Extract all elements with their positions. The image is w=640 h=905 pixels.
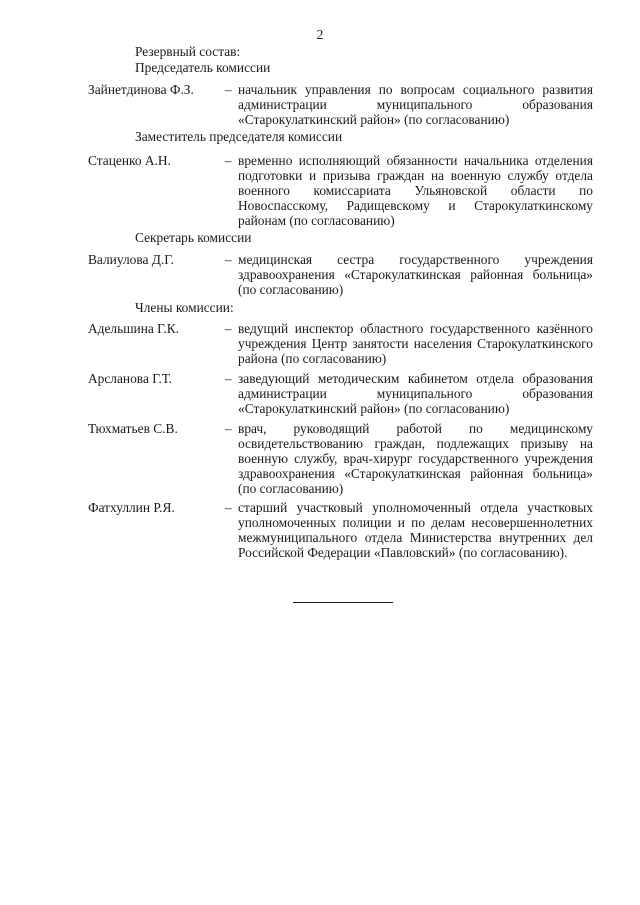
- member-name: Валиулова Д.Г.: [88, 252, 174, 267]
- member-dash: –: [225, 371, 232, 386]
- member-name: Арсланова Г.Т.: [88, 371, 172, 386]
- heading-deputy: Заместитель председателя комиссии: [135, 129, 343, 144]
- member-dash: –: [225, 421, 232, 436]
- member-description: начальник управления по вопросам социального развития администрации муниципального образования «Старокулаткинский район» (по согласованию): [238, 82, 593, 127]
- member-description: медицинская сестра государственного учреждения здравоохранения «Старокулаткинская районная больница» (по согласованию): [238, 252, 593, 297]
- member-dash: –: [225, 252, 232, 267]
- member-entry: [88, 421, 593, 496]
- member-name: Зайнетдинова Ф.З.: [88, 82, 194, 97]
- heading-members: Члены комиссии:: [135, 300, 234, 315]
- member-description: ведущий инспектор областного государственного казённого учреждения Центр занятости населения Старокулаткинского района (по согласованию): [238, 321, 593, 366]
- member-entry: [88, 252, 593, 297]
- member-dash: –: [225, 82, 232, 97]
- closing-rule: [293, 602, 393, 603]
- member-name: Тюхматьев С.В.: [88, 421, 178, 436]
- member-entry: [88, 500, 593, 560]
- member-entry: [88, 371, 593, 416]
- member-name: Адельшина Г.К.: [88, 321, 180, 336]
- heading-chairman: Председатель комиссии: [135, 60, 271, 75]
- member-entry: [88, 82, 593, 127]
- member-description: временно исполняющий обязанности начальника отделения подготовки и призыва граждан на военную службу отдела военного комиссариата Ульяновской области по Новоспасскому, Радищевскому и Старокулаткинскому районам (по согласованию): [238, 153, 593, 228]
- member-description: заведующий методическим кабинетом отдела образования администрации муниципального образования «Старокулаткинский район» (по согласованию): [238, 371, 593, 416]
- member-dash: –: [225, 500, 232, 515]
- section-title: Резервный состав:: [135, 44, 241, 59]
- member-dash: –: [225, 321, 232, 336]
- heading-secretary: Секретарь комиссии: [135, 230, 252, 245]
- member-entry: [88, 321, 593, 366]
- member-description: врач, руководящий работой по медицинскому освидетельствованию граждан, подлежащих призыву на военную службу, врач-хирург государственного учреждения здравоохранения «Старокулаткинская районная больница» (по согласованию): [238, 421, 593, 496]
- member-name: Фатхуллин Р.Я.: [88, 500, 175, 515]
- member-name: Стаценко А.Н.: [88, 153, 171, 168]
- member-description: старший участковый уполномоченный отдела участковых уполномоченных полиции и по делам несовершеннолетних межмуниципального отдела Министерства внутренних дел Российской Федерации «Павловский» (по согласованию).: [238, 500, 593, 560]
- page-number: 2: [316, 27, 324, 42]
- member-dash: –: [225, 153, 232, 168]
- member-entry: [88, 153, 593, 228]
